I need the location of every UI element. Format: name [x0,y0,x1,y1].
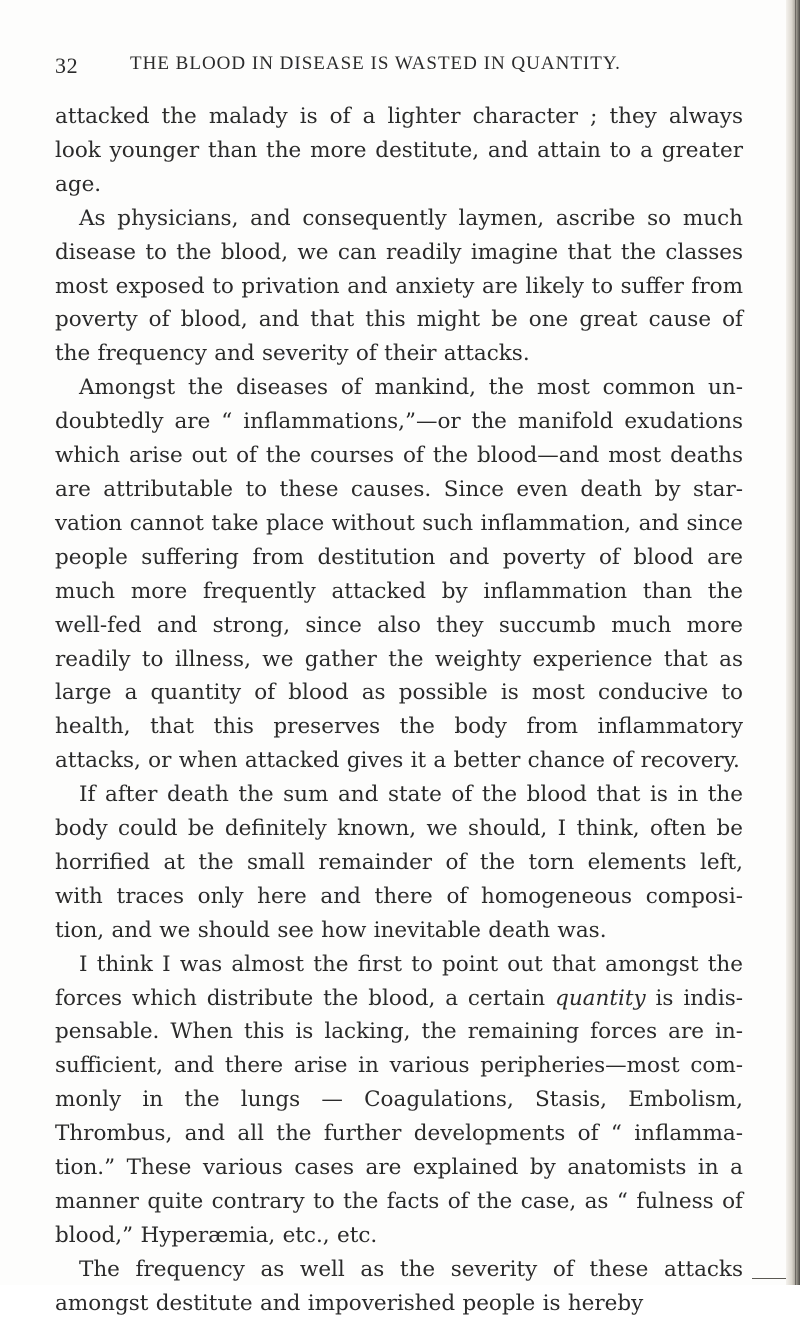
page-edge-rule [795,0,796,1285]
emphasis-quantity: quantity [555,985,646,1011]
paragraph-5-text-end: is indis- pensable. When this is lacking, the remaining forces are in- sufficient, and there arise in various peripheries—most com- monly in the lungs — Coagulations, Stasis, Embolism, Thrombus, and all the further developments of “ inflamma- tion.” These various cases are explained by anatomists in a manner quite contrary to the facts of the case, as “ fulness of blood,” Hyperæmia, etc., etc. [55,985,743,1248]
paragraph-1: attacked the malady is of a lighter character ; they always look younger than the more destitute, and attain to a greater age. [55,104,743,197]
corner-rule [752,1278,786,1279]
page-header [55,53,775,83]
running-title: THE BLOOD IN DISEASE IS WASTED IN QUANTITY. [130,53,621,74]
paragraph-6: The frequency as well as the severity of these attacks amongst destitute and impoverished people is hereby [55,1256,743,1316]
paragraph-4: If after death the sum and state of the blood that is in the body could be definitely known, we should, I think, often be horrified at the small remainder of the torn elements left, with traces only here and there of homogeneous composi- tion, and we should see how inevitable death was. [55,782,743,943]
paragraph-5 [55,948,743,1253]
body-text [55,100,743,1321]
paragraph-5-text-start: I think I was almost the first to point out that amongst the forces which distribute the blood, a certain [55,951,743,1011]
page-edge-shadow [786,0,800,1285]
page-number: 32 [55,53,79,78]
paragraph-2: As physicians, and consequently laymen, ascribe so much disease to the blood, we can readily imagine that the classes most exposed to privation and anxiety are likely to suffer from poverty of blood, and that this might be one great cause of the frequency and severity of their attacks. [55,205,743,367]
paragraph-3: Amongst the diseases of mankind, the most common un- doubtedly are “ inflammations,”—or the manifold exudations which arise out of the courses of the blood—and most deaths are attributable to these causes. Since even death by star- vation cannot take place without such inflammation, and since people suffering from destitution and poverty of blood are much more frequently attacked by inflammation than the well-fed and strong, since also they succumb much more readily to illness, we gather the weighty experience that as large a quantity of blood as possible is most conducive to health, that this preserves the body from inflammatory attacks, or when attacked gives it a better chance of recovery. [55,375,743,774]
